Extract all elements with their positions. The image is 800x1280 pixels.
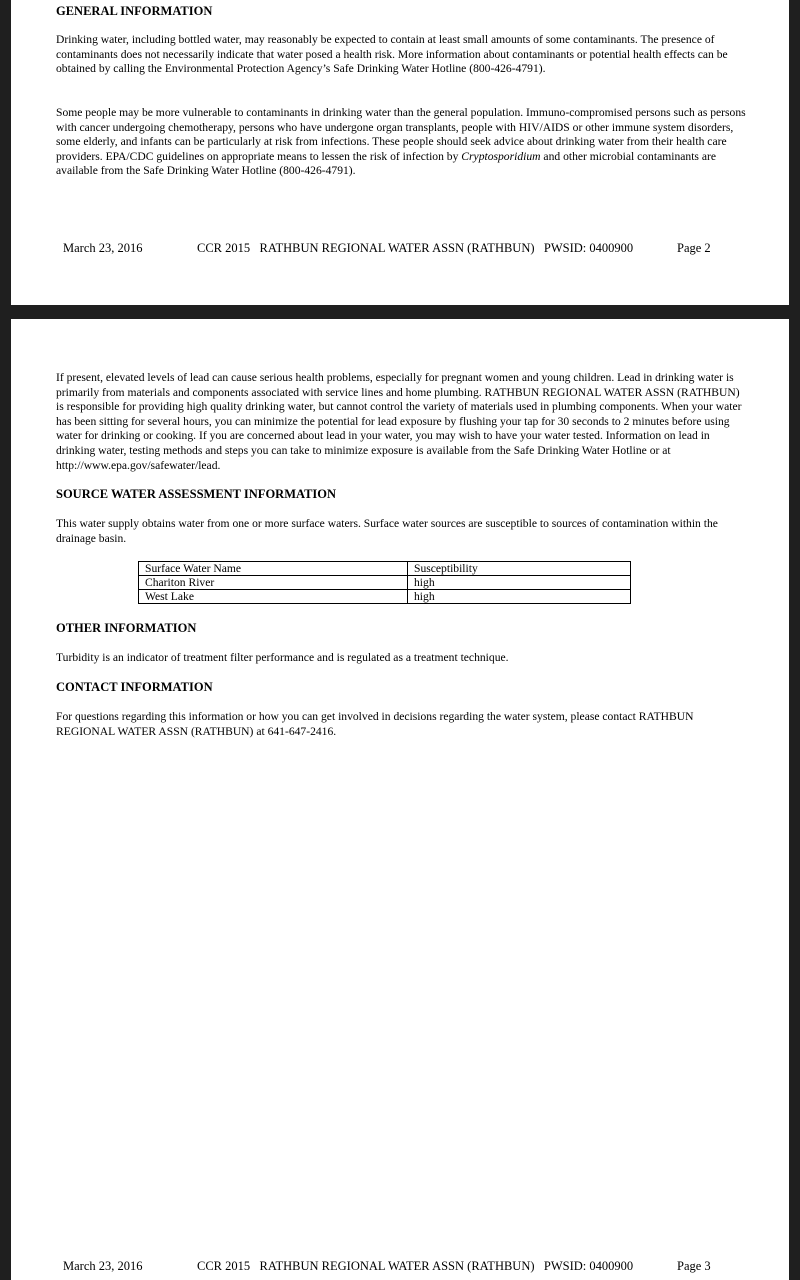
source-water-table <box>138 561 631 604</box>
document-page-2 <box>11 0 789 305</box>
table-row <box>139 590 631 604</box>
table-cell: Chariton River <box>139 576 408 590</box>
other-information-heading: OTHER INFORMATION <box>56 621 197 635</box>
source-water-heading: SOURCE WATER ASSESSMENT INFORMATION <box>56 487 337 501</box>
lead-information-paragraph: If present, elevated levels of lead can cause serious health problems, especially for pregnant women and young children. Lead in drinking water is primarily from materials and components associated with service lines and home plumbing. RATHBUN REGIONAL WATER ASSN (RATHBUN) is responsible for providing high quality drinking water, but cannot control the variety of materials used in plumbing components. When your water has been sitting for several hours, you can minimize the potential for lead exposure by flushing your tap for 30 seconds to 2 minutes before using water for drinking or cooking. If you are concerned about lead in your water, you may wish to have your water tested. Information on lead in drinking water, testing methods and steps you can take to minimize exposure is available from the Safe Drinking Water Hotline or at http://www.epa.gov/safewater/lead. <box>56 371 742 472</box>
general-information-paragraph-1: Drinking water, including bottled water, may reasonably be expected to contain at least small amounts of some contaminants. The presence of contaminants does not necessarily indicate that water posed a health risk. More information about contaminants or potential health effects can be obtained by calling the Environmental Protection Agency’s Safe Drinking Water Hotline (800-426-4791). <box>56 33 728 76</box>
table-header-cell: Susceptibility <box>408 562 631 576</box>
table-header-row <box>139 562 631 576</box>
footer-report-title: CCR 2015 RATHBUN REGIONAL WATER ASSN (RATHBUN) PWSID: 0400900 <box>197 241 634 255</box>
footer-report-title: CCR 2015 RATHBUN REGIONAL WATER ASSN (RATHBUN) PWSID: 0400900 <box>197 1259 634 1273</box>
general-p2-italic-term: Cryptosporidium <box>461 149 541 163</box>
footer-page-number: Page 3 <box>677 1259 711 1273</box>
other-information-paragraph: Turbidity is an indicator of treatment filter performance and is regulated as a treatment technique. <box>56 651 509 664</box>
general-information-heading: GENERAL INFORMATION <box>56 4 213 18</box>
table-header-cell: Surface Water Name <box>139 562 408 576</box>
table-cell: high <box>408 590 631 604</box>
table-cell: high <box>408 576 631 590</box>
contact-information-paragraph: For questions regarding this information or how you can get involved in decisions regarding the water system, please contact RATHBUN REGIONAL WATER ASSN (RATHBUN) at 641-647-2416. <box>56 710 694 738</box>
source-water-paragraph: This water supply obtains water from one or more surface waters. Surface water sources are susceptible to sources of contamination within the drainage basin. <box>56 517 718 545</box>
table-cell: West Lake <box>139 590 408 604</box>
footer-page-number: Page 2 <box>677 241 711 255</box>
contact-information-heading: CONTACT INFORMATION <box>56 680 213 694</box>
general-p2-text-end: and other microbial contaminants are available from the Safe Drinking Water Hotline (800-426-4791). <box>56 149 716 178</box>
general-information-paragraph-2 <box>56 106 746 179</box>
document-page-3 <box>11 319 789 1280</box>
table-row <box>139 576 631 590</box>
general-p2-text-start: Some people may be more vulnerable to contaminants in drinking water than the general population. Immuno-compromised persons such as persons with cancer undergoing chemotherapy, persons who have undergone organ transplants, people with HIV/AIDS or other immune system disorders, some elderly, and infants can be particularly at risk from infections. These people should seek advice about drinking water from their health care providers. EPA/CDC guidelines on appropriate means to lessen the risk of infection by <box>56 106 746 163</box>
footer-date: March 23, 2016 <box>63 241 143 255</box>
footer-date: March 23, 2016 <box>63 1259 143 1273</box>
